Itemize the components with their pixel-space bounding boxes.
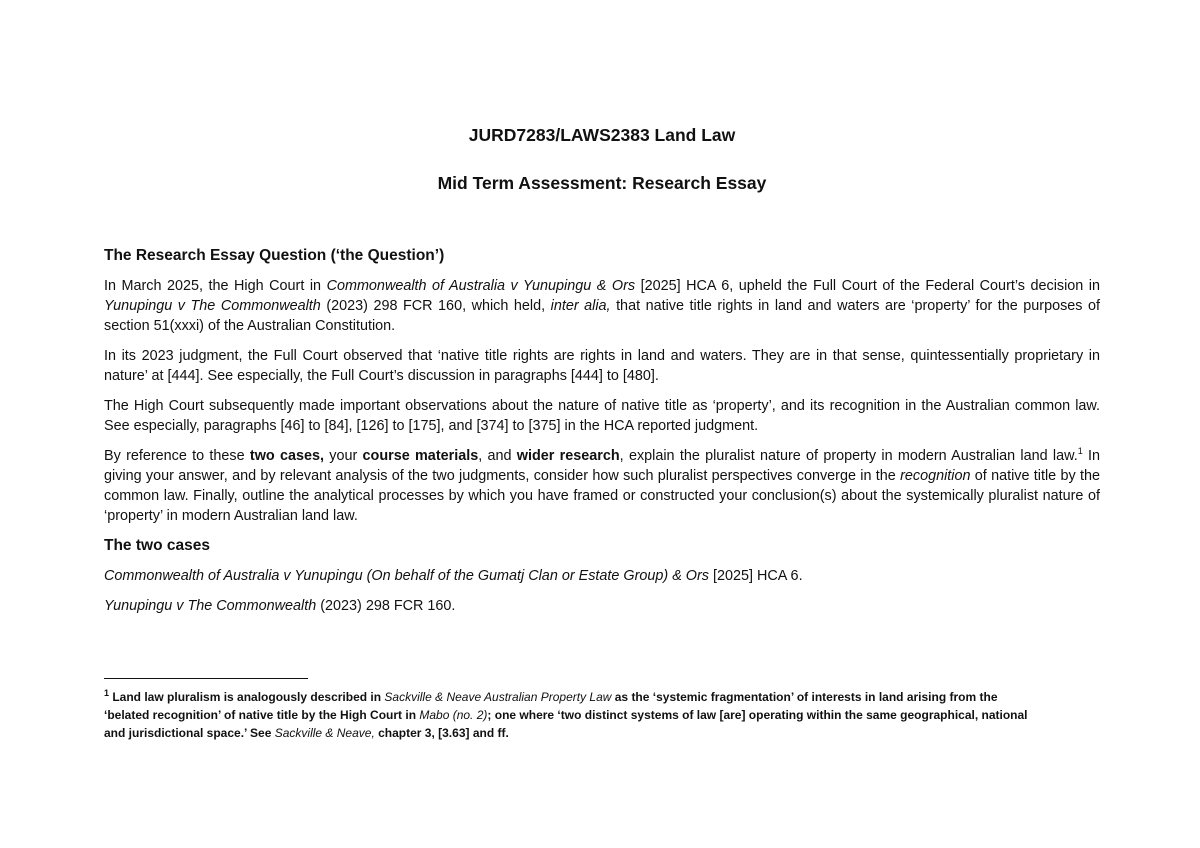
footnote-number: 1 [104, 688, 110, 698]
question-heading: The Research Essay Question (‘the Question’) [104, 247, 445, 264]
paragraph-4: By reference to these two cases, your course materials, and wider research, explain the pluralist nature of property in modern Australian land law.$^1$ In giving your answer, and by relevant analysis of the two judgments, consider how such pluralist perspectives converge in the recognition of native title by the common law. Finally, outline the analytical processes by which you have framed or constructed your conclusion(s) about the systemically pluralist nature of ‘property’ in modern Australian land law. [104, 446, 1101, 524]
document-subtitle: Mid Term Assessment: Research Essay [437, 173, 767, 193]
case-citation-2: Yunupingu v The Commonwealth (2023) 298 FCR 160. [104, 598, 456, 614]
document-body [104, 124, 1100, 626]
footnote: $^1$ Land law pluralism is analogously described in Sackville & Neave Australian Property Law as the ‘systemic fragmentation’ of interests in land arising from the ‘belated recognition’ of native title by the High Court in Mabo (no. 2); one where ‘two distinct systems of law [are] operating within the same geographical, national and jurisdictional space.’ See Sackville & Neave, chapter 3, [3.63] and ff. [104, 688, 1028, 740]
paragraph-2: In its 2023 judgment, the Full Court observed that ‘native title rights are rights in land and waters. They are in that sense, quintessentially proprietary in nature’ at [444]. See especially, the Full Court’s discussion in paragraphs [444] to [480]. [104, 348, 1100, 384]
document-title: JURD7283/LAWS2383 Land Law [468, 125, 736, 145]
footnote-separator [104, 678, 308, 679]
cases-heading: The two cases [104, 537, 210, 554]
case-citation-1: Commonwealth of Australia v Yunupingu (On behalf of the Gumatj Clan or Estate Group) & Ors [2025] HCA 6. [104, 568, 803, 584]
paragraph-3: The High Court subsequently made important observations about the nature of native title as ‘property’, and its recognition in the Australian common law. See especially, paragraphs [46] to [84], [126] to [175], and [374] to [375] in the HCA reported judgment. [104, 398, 1100, 434]
footnote-ref[interactable]: 1 [1077, 446, 1083, 457]
paragraph-1: In March 2025, the High Court in Commonwealth of Australia v Yunupingu & Ors [2025] HCA 6, upheld the Full Court of the Federal Court’s decision in Yunupingu v The Commonwealth (2023) 298 FCR 160, which held, inter alia, that native title rights in land and waters are ‘property’ for the purposes of section 51(xxxi) of the Australian Constitution. [104, 278, 1101, 334]
